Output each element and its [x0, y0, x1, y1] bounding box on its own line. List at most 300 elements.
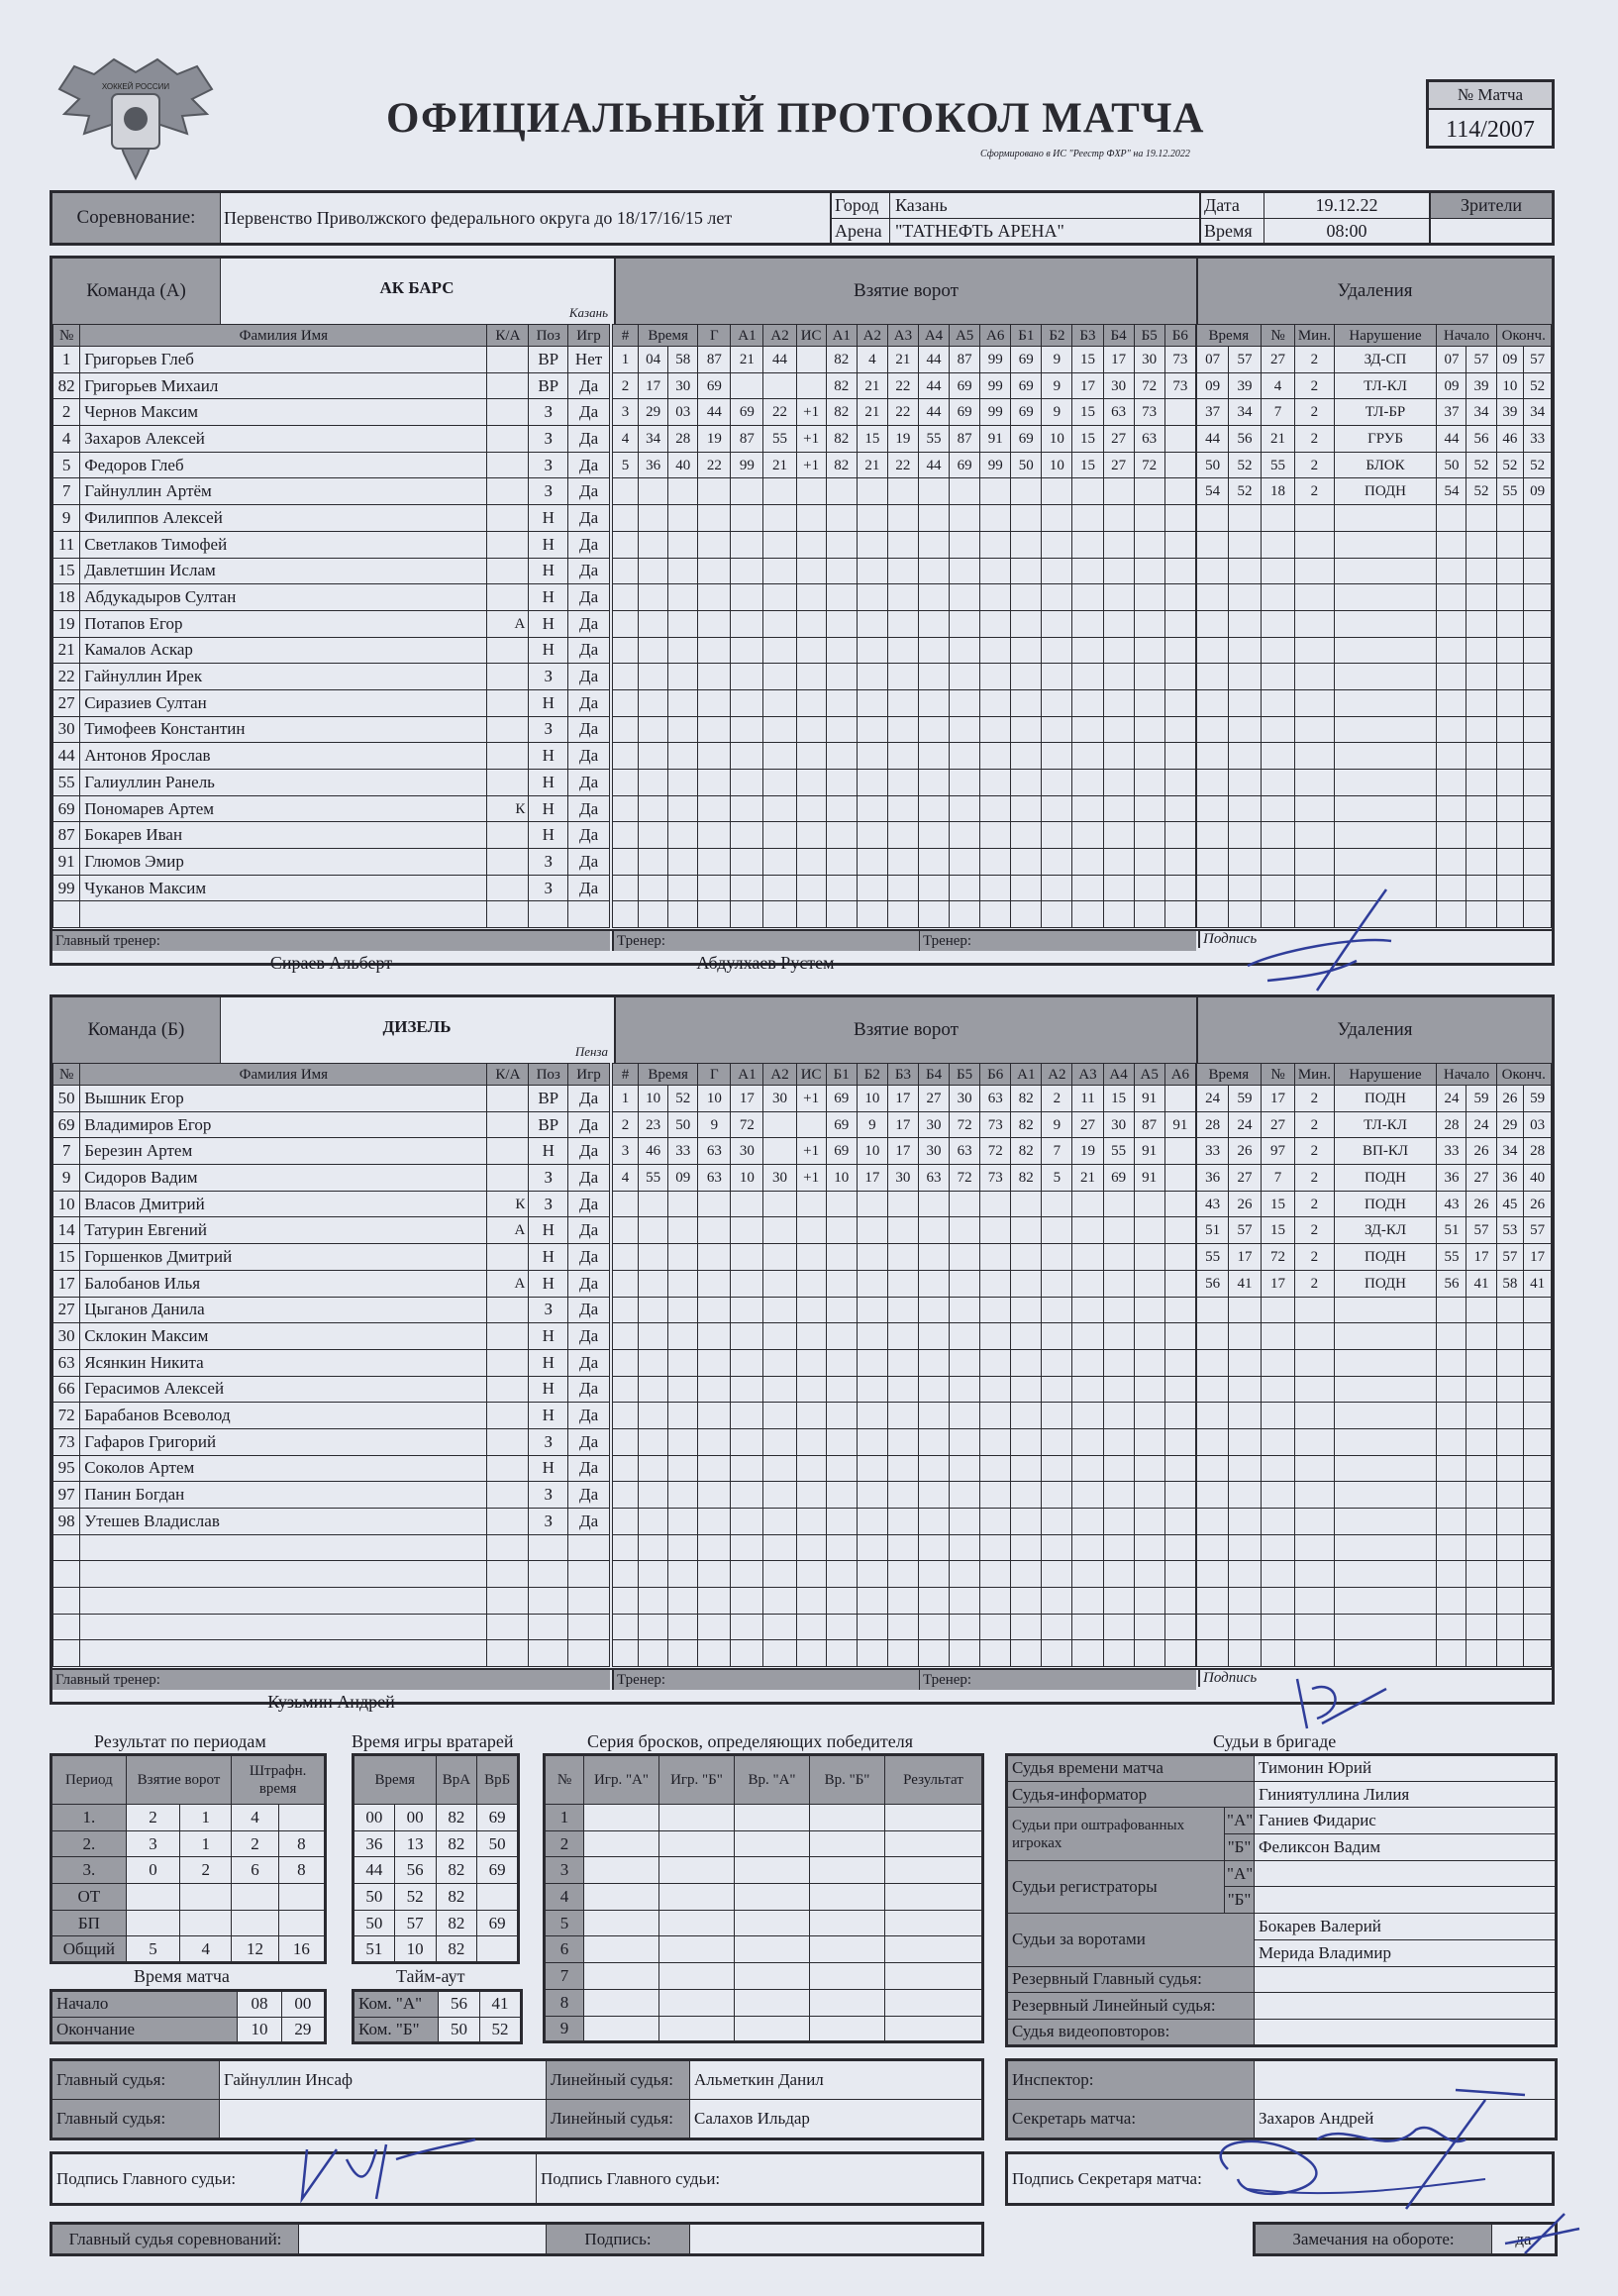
- timeout-title: Тайм-аут: [396, 1966, 465, 1986]
- penalty-cell: 2: [1295, 1244, 1334, 1271]
- penalty-cell: 55: [1496, 478, 1524, 505]
- team_b-label: Команда (Б): [52, 997, 221, 1063]
- player-role: [487, 426, 529, 453]
- player-position: ВР: [529, 347, 568, 373]
- period-cell: [180, 1884, 232, 1911]
- player-role: [487, 558, 529, 584]
- period-cell: БП: [51, 1910, 127, 1936]
- team_b-goal-col-2: Г: [698, 1064, 731, 1086]
- goal-cell: 17: [639, 372, 668, 399]
- penalty-cell: 4: [1261, 372, 1295, 399]
- penalty-cell: 24: [1229, 1111, 1261, 1138]
- penalty-cell: 50: [1437, 452, 1466, 478]
- goal-row: [613, 531, 1196, 558]
- player-position: Н: [529, 770, 568, 796]
- team_a-goal-col-6: А1: [826, 325, 857, 347]
- penalty-row: [1197, 584, 1552, 611]
- player-name: Бокарев Иван: [80, 822, 487, 849]
- penalty-cell: 57: [1229, 1217, 1261, 1244]
- period-cell: 4: [232, 1805, 278, 1831]
- team_a-player-col-2: К/А: [487, 325, 529, 347]
- team_b-goal-col-3: А1: [731, 1064, 763, 1086]
- goal-cell: 69: [1011, 347, 1042, 373]
- player-number: 10: [53, 1191, 80, 1217]
- penalty-cell: 24: [1437, 1086, 1466, 1112]
- penalty-cell: ТЛ-КЛ: [1334, 1111, 1437, 1138]
- goal-row: [613, 716, 1196, 743]
- periods-table: [50, 1753, 327, 1964]
- player-position: З: [529, 1191, 568, 1217]
- team_a-coach-label: Тренер:: [612, 931, 919, 951]
- team_b-goal-col-5: ИС: [796, 1064, 826, 1086]
- penalty-row: [1197, 849, 1552, 876]
- penalty-cell: 2: [1295, 1270, 1334, 1297]
- goal-cell: 3: [613, 1138, 639, 1165]
- goal-cell: 21: [857, 452, 887, 478]
- player-played: Да: [568, 478, 610, 505]
- goal-cell: 69: [731, 399, 763, 426]
- player-number: 7: [53, 478, 80, 505]
- goal-cell: +1: [796, 452, 826, 478]
- player-position: ВР: [529, 1111, 568, 1138]
- start-mm: 00: [281, 1991, 325, 2018]
- player-number: 17: [53, 1270, 80, 1297]
- player-role: [487, 822, 529, 849]
- player-position: Н: [529, 637, 568, 664]
- player-row: [53, 584, 610, 611]
- penalty-row: [1197, 610, 1552, 637]
- team_a-goal-col-10: А5: [950, 325, 980, 347]
- team_b-pen-col-4: Начало: [1437, 1064, 1496, 1086]
- goal-cell: 10: [639, 1086, 668, 1112]
- team_a-head-coach-label: Главный тренер:: [52, 931, 610, 951]
- city-value: Казань: [895, 195, 948, 215]
- penalty-cell: 2: [1295, 1111, 1334, 1138]
- goalie-cell: 82: [436, 1910, 477, 1936]
- player-role: [487, 1428, 529, 1455]
- player-played: Да: [568, 1403, 610, 1429]
- goal-cell: 55: [763, 426, 796, 453]
- timeout-a-label: Ком. "А": [354, 1991, 439, 2018]
- penalty-row: [1197, 1376, 1552, 1403]
- penalty-cell: 55: [1437, 1244, 1466, 1271]
- team_b-penalties-title: Удаления: [1196, 997, 1552, 1063]
- penalty-cell: 43: [1197, 1191, 1229, 1217]
- goalie-cell: 69: [477, 1805, 519, 1831]
- goal-cell: [796, 347, 826, 373]
- goal-cell: 17: [887, 1086, 918, 1112]
- reg-b-mark: "Б": [1225, 1887, 1255, 1914]
- goal-cell: 44: [763, 347, 796, 373]
- penalty-cell: 2: [1295, 1165, 1334, 1192]
- player-name: Барабанов Всеволод: [80, 1403, 487, 1429]
- period-cell: ОТ: [51, 1884, 127, 1911]
- goal-row: [613, 743, 1196, 770]
- player-name: Татурин Евгений: [80, 1217, 487, 1244]
- goal-row: [613, 1614, 1196, 1640]
- player-played: Да: [568, 1217, 610, 1244]
- player-name: Филиппов Алексей: [80, 505, 487, 532]
- penalty-row: [1197, 1217, 1552, 1244]
- penalty-cell: 2: [1295, 1138, 1334, 1165]
- player-row: [53, 716, 610, 743]
- team_a-goal-col-4: А2: [763, 325, 796, 347]
- player-played: Да: [568, 875, 610, 901]
- goal-cell: 87: [698, 347, 731, 373]
- player-name: Пономарев Артем: [80, 795, 487, 822]
- team_b-goal-col-7: Б2: [857, 1064, 887, 1086]
- penalty-cell: 55: [1261, 452, 1295, 478]
- team_a-goals-table: [612, 324, 1196, 928]
- team_a-coach: Абдулхаев Рустем: [696, 953, 835, 974]
- goalie-cell: 50: [477, 1830, 519, 1857]
- penalty-cell: 50: [1197, 452, 1229, 478]
- goal-cell: 19: [698, 426, 731, 453]
- goal-cell: 27: [1072, 1111, 1103, 1138]
- team_a-penalties-title: Удаления: [1196, 259, 1552, 324]
- player-row: [53, 875, 610, 901]
- penalty-row: [1197, 372, 1552, 399]
- team_b-pen-col-3: Нарушение: [1334, 1064, 1437, 1086]
- penalty-judge-b: Феликсон Вадим: [1255, 1834, 1557, 1861]
- shoot-col-gb: Вр. "Б": [810, 1755, 885, 1805]
- team_b-coach2-label: Тренер:: [919, 1670, 1196, 1690]
- team_b-pen-col-1: №: [1261, 1064, 1295, 1086]
- goalie-cell: 50: [354, 1910, 395, 1936]
- page-title: ОФИЦИАЛЬНЫЙ ПРОТОКОЛ МАТЧА: [386, 95, 1205, 142]
- team_b-goal-col-4: А2: [763, 1064, 796, 1086]
- player-played: Да: [568, 716, 610, 743]
- goal-cell: 73: [1164, 347, 1195, 373]
- player-number: 19: [53, 610, 80, 637]
- player-number: 44: [53, 743, 80, 770]
- goal-cell: 69: [950, 399, 980, 426]
- goal-row: [613, 1640, 1196, 1667]
- period-cell: 12: [232, 1936, 278, 1963]
- penalty-cell: ЗД-КЛ: [1334, 1217, 1437, 1244]
- goal-cell: 72: [1134, 372, 1164, 399]
- penalty-row: [1197, 1297, 1552, 1323]
- signature-main-judge: [287, 2130, 485, 2209]
- period-cell: 2: [180, 1857, 232, 1884]
- goal-cell: 22: [763, 399, 796, 426]
- penalty-cell: 59: [1229, 1086, 1261, 1112]
- main-judge-1: Гайнуллин Инсаф: [220, 2060, 547, 2100]
- goal-cell: 55: [639, 1165, 668, 1192]
- penalty-cell: 33: [1524, 426, 1552, 453]
- penalty-cell: ПОДН: [1334, 1165, 1437, 1192]
- goal-row: [613, 505, 1196, 532]
- goal-cell: 9: [857, 1111, 887, 1138]
- player-row: [53, 1191, 610, 1217]
- player-row: [53, 1403, 610, 1429]
- goal-cell: 4: [613, 426, 639, 453]
- player-number: 72: [53, 1403, 80, 1429]
- goal-row: [613, 1270, 1196, 1297]
- penalty-judge-a: Ганиев Фидарис: [1255, 1808, 1557, 1834]
- player-role: [487, 716, 529, 743]
- shootout-num: 9: [545, 2016, 584, 2042]
- penalty-cell: 28: [1437, 1111, 1466, 1138]
- penalty-cell: 53: [1496, 1217, 1524, 1244]
- goal-cell: 9: [1042, 347, 1072, 373]
- goal-cell: 27: [918, 1086, 949, 1112]
- player-position: З: [529, 399, 568, 426]
- goalie-cell: 57: [394, 1910, 436, 1936]
- penalty-cell: 59: [1524, 1086, 1552, 1112]
- penalty-row: [1197, 1561, 1552, 1588]
- shootout-row: [545, 1884, 983, 1911]
- period-cell: 1.: [51, 1805, 127, 1831]
- goal-cell: 69: [1011, 399, 1042, 426]
- team_a-goal-col-12: Б1: [1011, 325, 1042, 347]
- comp-judge-label: Главный судья соревнований:: [51, 2224, 299, 2255]
- player-played: Да: [568, 610, 610, 637]
- secretary-sign-label: Подпись Секретаря матча:: [1007, 2153, 1554, 2205]
- player-name: Цыганов Данила: [80, 1297, 487, 1323]
- goal-cell: 3: [613, 399, 639, 426]
- player-played: Да: [568, 1428, 610, 1455]
- penalty-cell: 2: [1295, 1191, 1334, 1217]
- player-row: [53, 901, 610, 928]
- goal-cell: 21: [731, 347, 763, 373]
- period-cell: [180, 1910, 232, 1936]
- player-played: Да: [568, 558, 610, 584]
- refs-table: [1005, 1753, 1558, 2047]
- goalie-row: [354, 1910, 519, 1936]
- goal-row: [613, 372, 1196, 399]
- penalty-cell: 27: [1261, 1111, 1295, 1138]
- goal-cell: 2: [613, 372, 639, 399]
- team_b-coach-label: Тренер:: [612, 1670, 919, 1690]
- date-label: Дата: [1201, 193, 1264, 218]
- team_b-goal-col-13: А2: [1042, 1064, 1072, 1086]
- city-label: Город: [832, 193, 890, 218]
- goal-cell: 17: [887, 1138, 918, 1165]
- player-role: А: [487, 1270, 529, 1297]
- player-role: [487, 743, 529, 770]
- player-played: Да: [568, 689, 610, 716]
- penalty-cell: 34: [1496, 1138, 1524, 1165]
- line-judge-label-1: Линейный судья:: [547, 2060, 690, 2100]
- player-position: ВР: [529, 372, 568, 399]
- team_b-head-coach-label: Главный тренер:: [52, 1670, 610, 1690]
- player-number: 11: [53, 531, 80, 558]
- penalty-cell: 24: [1197, 1086, 1229, 1112]
- player-role: [487, 1349, 529, 1376]
- shootout-num: 4: [545, 1884, 584, 1911]
- goal-cell: 22: [887, 399, 918, 426]
- team_b-player-col-4: Игр: [568, 1064, 610, 1086]
- penalty-cell: 34: [1466, 399, 1496, 426]
- penalty-cell: 36: [1437, 1165, 1466, 1192]
- date-value: 19.12.22: [1315, 195, 1378, 215]
- player-row: [53, 1640, 610, 1667]
- goal-cell: 99: [980, 372, 1011, 399]
- player-played: Да: [568, 743, 610, 770]
- shootout-row: [545, 1989, 983, 2016]
- player-number: 95: [53, 1455, 80, 1482]
- player-name: Балобанов Илья: [80, 1270, 487, 1297]
- penalty-cell: 09: [1524, 478, 1552, 505]
- penalty-cell: 29: [1496, 1111, 1524, 1138]
- penalty-cell: 52: [1466, 452, 1496, 478]
- goalie-row: [354, 1830, 519, 1857]
- goal-cell: +1: [796, 1138, 826, 1165]
- penalty-cell: 33: [1437, 1138, 1466, 1165]
- player-number: 9: [53, 505, 80, 532]
- player-position: З: [529, 1509, 568, 1535]
- penalty-a-mark: "А": [1225, 1808, 1255, 1834]
- info-judge-label: Судья-информатор: [1007, 1781, 1255, 1808]
- player-row: [53, 1270, 610, 1297]
- penalty-cell: 2: [1295, 1086, 1334, 1112]
- goal-cell: 40: [668, 452, 698, 478]
- period-cell: 5: [126, 1936, 179, 1963]
- period-cell: [232, 1884, 278, 1911]
- team_b-pen-col-5: Оконч.: [1496, 1064, 1552, 1086]
- goal-cell: 87: [731, 426, 763, 453]
- match-time-title: Время матча: [134, 1966, 230, 1986]
- team_b-players-table: [52, 1063, 610, 1667]
- goal-cell: 44: [918, 372, 949, 399]
- penalty-cell: 28: [1197, 1111, 1229, 1138]
- player-row: [53, 1086, 610, 1112]
- player-position: ВР: [529, 1086, 568, 1112]
- secretary: Захаров Андрей: [1255, 2100, 1557, 2139]
- team_a-goal-col-0: #: [613, 325, 639, 347]
- player-number: 14: [53, 1217, 80, 1244]
- goal-cell: 1: [613, 347, 639, 373]
- shootout-num: 1: [545, 1805, 584, 1831]
- goal-cell: [763, 372, 796, 399]
- main-judge-label-2: Главный судья:: [51, 2100, 220, 2139]
- player-number: 55: [53, 770, 80, 796]
- team_b-goal-col-6: Б1: [826, 1064, 857, 1086]
- goal-cell: 55: [918, 426, 949, 453]
- goals-col-header: Взятие ворот: [126, 1755, 232, 1805]
- goal-row: [613, 795, 1196, 822]
- goal-cell: 30: [887, 1165, 918, 1192]
- penalty-row: [1197, 1509, 1552, 1535]
- player-name: Григорьев Михаил: [80, 372, 487, 399]
- goal-cell: 9: [1042, 1111, 1072, 1138]
- player-position: Н: [529, 822, 568, 849]
- goal-cell: [796, 1111, 826, 1138]
- period-cell: Общий: [51, 1936, 127, 1963]
- goal-cell: [763, 1138, 796, 1165]
- goal-cell: 17: [731, 1086, 763, 1112]
- team_a-pen-col-2: Мин.: [1295, 325, 1334, 347]
- team_a-player-col-1: Фамилия Имя: [80, 325, 487, 347]
- player-number: 30: [53, 716, 80, 743]
- goal-cell: 30: [763, 1086, 796, 1112]
- goal-cell: 91: [1134, 1138, 1164, 1165]
- goal-cell: 19: [887, 426, 918, 453]
- player-number: 66: [53, 1376, 80, 1403]
- goal-cell: 63: [1134, 426, 1164, 453]
- player-role: [487, 399, 529, 426]
- player-played: Да: [568, 664, 610, 690]
- team_a-goal-col-17: Б6: [1164, 325, 1195, 347]
- period-row: [51, 1936, 326, 1963]
- penalty-row: [1197, 770, 1552, 796]
- team_a-goal-col-9: А4: [918, 325, 949, 347]
- team_b-goal-col-14: А3: [1072, 1064, 1103, 1086]
- goal-cell: 36: [639, 452, 668, 478]
- penalty-row: [1197, 1349, 1552, 1376]
- team_b-player-col-0: №: [53, 1064, 80, 1086]
- goal-cell: 82: [826, 452, 857, 478]
- goal-row: [613, 1297, 1196, 1323]
- penalty-cell: 54: [1437, 478, 1466, 505]
- line-judge-1: Альметкин Данил: [690, 2060, 983, 2100]
- penalty-cell: 43: [1437, 1191, 1466, 1217]
- goalie-row: [354, 1805, 519, 1831]
- period-cell: 1: [180, 1805, 232, 1831]
- shootout-num: 5: [545, 1910, 584, 1936]
- goal-cell: 63: [980, 1086, 1011, 1112]
- player-name: Сиразиев Султан: [80, 689, 487, 716]
- goal-cell: 91: [1134, 1086, 1164, 1112]
- player-role: [487, 1455, 529, 1482]
- goalie-row: [354, 1884, 519, 1911]
- team_a-goal-col-5: ИС: [796, 325, 826, 347]
- goal-cell: 5: [1042, 1165, 1072, 1192]
- player-position: Н: [529, 1244, 568, 1271]
- period-cell: 3.: [51, 1857, 127, 1884]
- info-judge: Гиниятуллина Лилия: [1255, 1781, 1557, 1808]
- penalty-cell: 37: [1197, 399, 1229, 426]
- penalty-row: [1197, 664, 1552, 690]
- team_a-goals-title: Взятие ворот: [614, 259, 1196, 324]
- player-played: Да: [568, 1270, 610, 1297]
- penalty-cell: 33: [1197, 1138, 1229, 1165]
- goal-cell: 15: [1103, 1086, 1134, 1112]
- player-role: [487, 1244, 529, 1271]
- penalty-cell: 36: [1197, 1165, 1229, 1192]
- player-played: Да: [568, 372, 610, 399]
- goal-cell: 30: [668, 372, 698, 399]
- player-row: [53, 1323, 610, 1350]
- player-row: [53, 399, 610, 426]
- penalty-cell: 45: [1496, 1191, 1524, 1217]
- penalty-cell: 26: [1229, 1191, 1261, 1217]
- goal-cell: 99: [980, 452, 1011, 478]
- player-name: Владимиров Егор: [80, 1111, 487, 1138]
- penalty-cell: 34: [1524, 399, 1552, 426]
- time-judge: Тимонин Юрий: [1255, 1755, 1557, 1782]
- penalty-row: [1197, 1244, 1552, 1271]
- player-played: Да: [568, 584, 610, 611]
- player-position: З: [529, 426, 568, 453]
- goalie-cell: [477, 1884, 519, 1911]
- shootout-row: [545, 1857, 983, 1884]
- timeout-table: [352, 1989, 523, 2044]
- player-number: 30: [53, 1323, 80, 1350]
- penalty-cell: 37: [1437, 399, 1466, 426]
- player-row: [53, 1428, 610, 1455]
- goal-cell: 58: [668, 347, 698, 373]
- player-number: 1: [53, 347, 80, 373]
- officials-table: [50, 2058, 984, 2140]
- penalty-row: [1197, 743, 1552, 770]
- spectators-value: [1431, 219, 1552, 244]
- goal-row: [613, 1323, 1196, 1350]
- period-cell: [126, 1910, 179, 1936]
- penalty-cell: 52: [1466, 478, 1496, 505]
- player-played: Да: [568, 1244, 610, 1271]
